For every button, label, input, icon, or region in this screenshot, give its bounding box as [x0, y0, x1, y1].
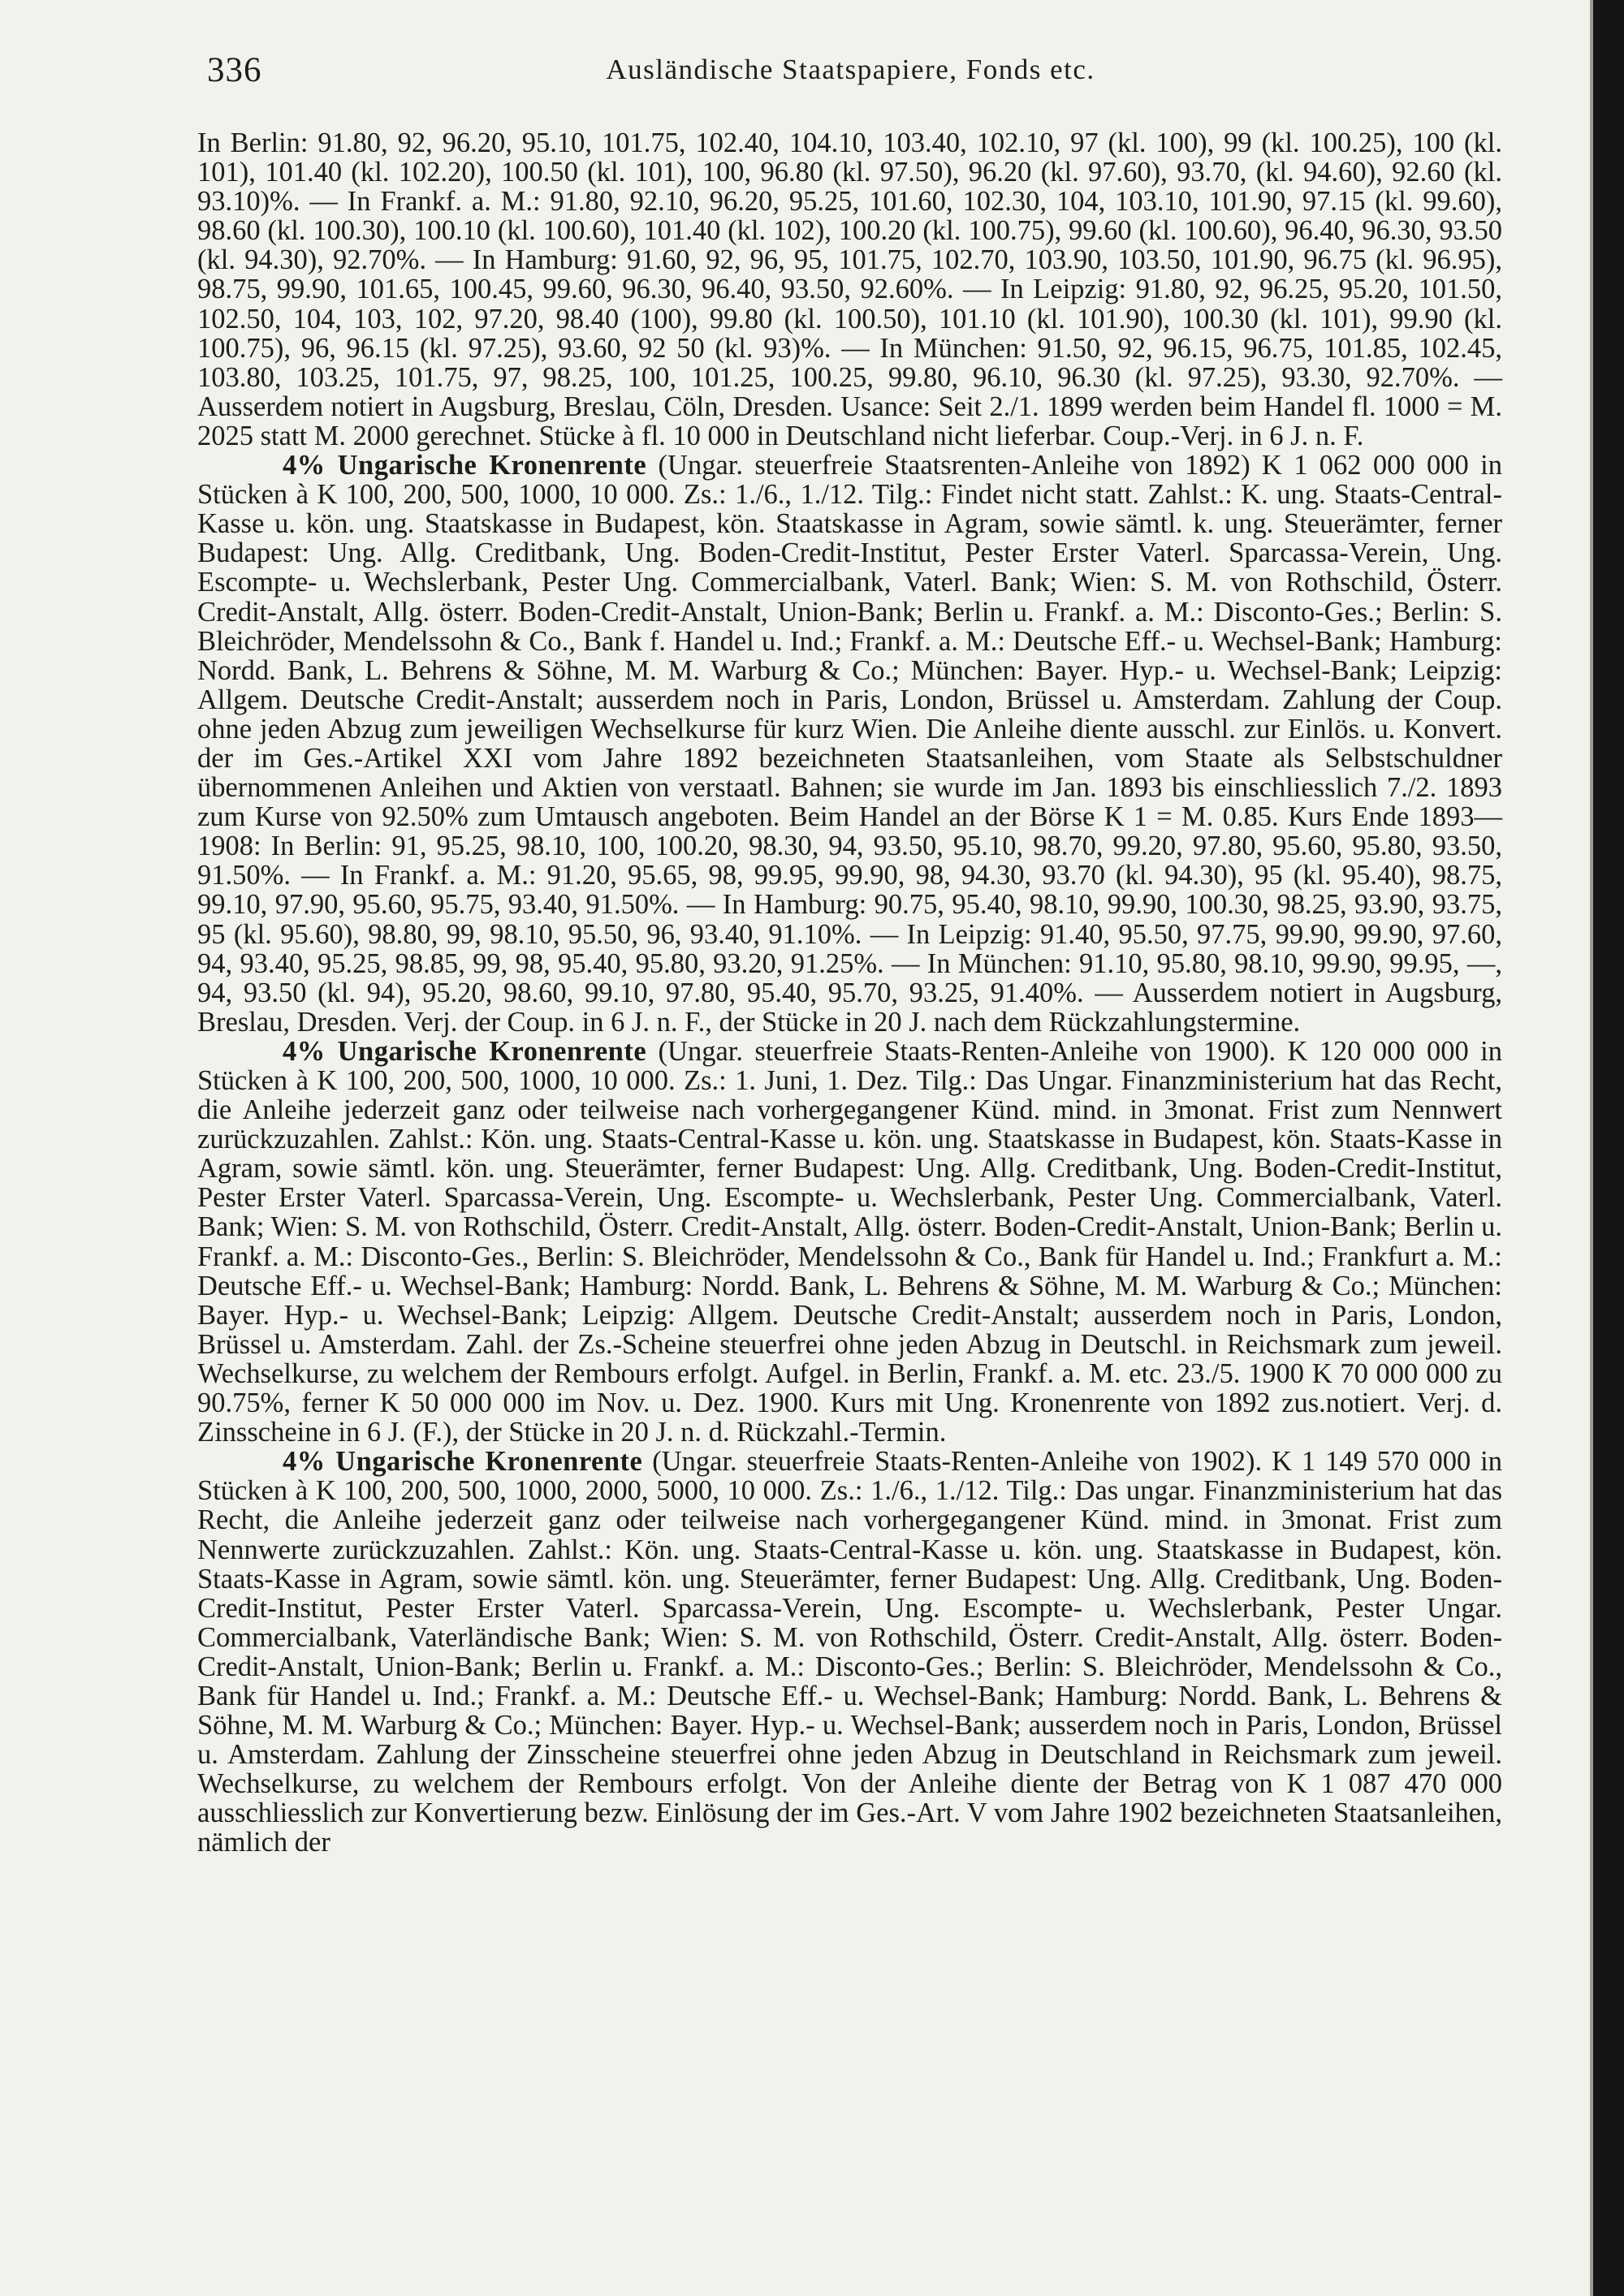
running-title: Ausländische Staatspapiere, Fonds etc. — [606, 54, 1095, 85]
page-number: 336 — [207, 51, 262, 89]
page-edge — [1593, 0, 1624, 2296]
entry-title: 4% Ungarische Kronenrente — [283, 450, 647, 481]
entry-kronenrente-1892 — [197, 451, 1502, 1037]
entry-title: 4% Ungarische Kronenrente — [283, 1035, 647, 1067]
entry-kronenrente-1900 — [197, 1037, 1502, 1447]
entry-kronenrente-1902 — [197, 1447, 1502, 1857]
entry-text: (Ungar. steuerfreie Staatsrenten-Anleihe von 1892) K 1 062 000 000 in Stücken à K 100, 200, 500, 1000, 10 000. Zs.: 1./6., 1./12. Tilg.: Findet nicht statt. Zahlst.: K. ung. Staats-Central-Kasse u. kön. ung. Staatskasse in Budapest, kön. Staatskasse in Agram, sowie sämtl. k. ung. Steuerämter, ferner Budapest: Ung. Allg. Creditbank, Ung. Boden-Credit-Institut, Pester Erster Vaterl. Sparcassa-Verein, Ung. Escompte- u. Wechslerbank, Pester Ung. Commercialbank, Vaterl. Bank; Wien: S. M. von Rothschild, Österr. Credit-Anstalt, Allg. österr. Boden-Credit-Anstalt, Union-Bank; Berlin u. Frankf. a. M.: Disconto-Ges.; Berlin: S. Bleichröder, Mendelssohn & Co., Bank f. Handel u. Ind.; Frankf. a. M.: Deutsche Eff.- u. Wechsel-Bank; Hamburg: Nordd. Bank, L. Behrens & Söhne, M. M. Warburg & Co.; München: Bayer. Hyp.- u. Wechsel-Bank; Leipzig: Allgem. Deutsche Credit-Anstalt; ausserdem noch in Paris, London, Brüssel u. Amsterdam. Zahlung der Coup. ohne jeden Abzug zum jeweiligen Wechselkurse für kurz Wien. Die Anleihe diente ausschl. zur Einlös. u. Konvert. der im Ges.-Artikel XXI vom Jahre 1892 bezeichneten Staatsanleihen, vom Staate als Selbstschuldner übernommenen Anleihen und Aktien von verstaatl. Bahnen; sie wurde im Jan. 1893 bis einschliesslich 7./2. 1893 zum Kurse von 92.50% zum Umtausch angeboten. Beim Handel an der Börse K 1 = M. 0.85. Kurs Ende 1893—1908: In Berlin: 91, 95.25, 98.10, 100, 100.20, 98.30, 94, 93.50, 95.10, 98.70, 99.20, 97.80, 95.60, 95.80, 93.50, 91.50%. — In Frankf. a. M.: 91.20, 95.65, 98, 99.95, 99.90, 98, 94.30, 93.70 (kl. 94.30), 95 (kl. 95.40), 98.75, 99.10, 97.90, 95.60, 95.75, 93.40, 91.50%. — In Hamburg: 90.75, 95.40, 98.10, 99.90, 100.30, 98.25, 93.90, 93.75, 95 (kl. 95.60), 98.80, 99, 98.10, 95.50, 96, 93.40, 91.10%. — In Leipzig: 91.40, 95.50, 97.75, 99.90, 99.90, 97.60, 94, 93.40, 95.25, 98.85, 99, 98, 95.40, 95.80, 93.20, 91.25%. — In München: 91.10, 95.80, 98.10, 99.90, 99.95, —, 94, 93.50 (kl. 94), 95.20, 98.60, 99.10, 97.80, 95.40, 95.70, 93.25, 91.40%. — Ausserdem notiert in Augsburg, Breslau, Dresden. Verj. der Coup. in 6 J. n. F., der Stücke in 20 J. nach dem Rückzahlungstermine. — [197, 450, 1502, 1038]
entry-text: (Ungar. steuerfreie Staats-Renten-Anleihe von 1900). K 120 000 000 in Stücken à K 100, 200, 500, 1000, 10 000. Zs.: 1. Juni, 1. Dez. Tilg.: Das Ungar. Finanzministerium hat das Recht, die Anleihe jederzeit ganz oder teilweise nach vorhergegangener Künd. mind. in 3monat. Frist zum Nennwert zurückzuzahlen. Zahlst.: Kön. ung. Staats-Central-Kasse u. kön. ung. Staatskasse in Budapest, kön. Staats-Kasse in Agram, sowie sämtl. kön. ung. Steuerämter, ferner Budapest: Ung. Allg. Creditbank, Ung. Boden-Credit-Institut, Pester Erster Vaterl. Sparcassa-Verein, Ung. Escompte- u. Wechslerbank, Pester Ung. Commercialbank, Vaterl. Bank; Wien: S. M. von Rothschild, Österr. Credit-Anstalt, Allg. österr. Boden-Credit-Anstalt, Union-Bank; Berlin u. Frankf. a. M.: Disconto-Ges., Berlin: S. Bleichröder, Mendelssohn & Co., Bank für Handel u. Ind.; Frankfurt a. M.: Deutsche Eff.- u. Wechsel-Bank; Hamburg: Nordd. Bank, L. Behrens & Söhne, M. M. Warburg & Co.; München: Bayer. Hyp.- u. Wechsel-Bank; Leipzig: Allgem. Deutsche Credit-Anstalt; ausserdem noch in Paris, London, Brüssel u. Amsterdam. Zahl. der Zs.-Scheine steuerfrei ohne jeden Abzug in Deutschl. in Reichsmark zum jeweil. Wechselkurse, zu welchem der Rembours erfolgt. Aufgel. in Berlin, Frankf. a. M. etc. 23./5. 1900 K 70 000 000 zu 90.75%, ferner K 50 000 000 im Nov. u. Dez. 1900. Kurs mit Ung. Kronenrente von 1892 zus.notiert. Verj. d. Zinsscheine in 6 J. (F.), der Stücke in 20 J. n. d. Rückzahl.-Termin. — [197, 1035, 1502, 1448]
entry-text: (Ungar. steuerfreie Staats-Renten-Anleihe von 1902). K 1 149 570 000 in Stücken à K 100, 200, 500, 1000, 2000, 5000, 10 000. Zs.: 1./6., 1./12. Tilg.: Das ungar. Finanzministerium hat das Recht, die Anleihe jederzeit ganz oder teilweise nach vorhergegangener Künd. mind. in 3monat. Frist zum Nennwerte zurückzuzahlen. Zahlst.: Kön. ung. Staats-Central-Kasse u. kön. ung. Staatskasse in Budapest, kön. Staats-Kasse in Agram, sowie sämtl. kön. ung. Steuerämter, ferner Budapest: Ung. Allg. Creditbank, Ung. Boden-Credit-Institut, Pester Erster Vaterl. Sparcassa-Verein, Ung. Escompte- u. Wechslerbank, Pester Ungar. Commercialbank, Vaterländische Bank; Wien: S. M. von Rothschild, Österr. Credit-Anstalt, Allg. österr. Boden-Credit-Anstalt, Union-Bank; Berlin u. Frankf. a. M.: Disconto-Ges.; Berlin: S. Bleichröder, Mendelssohn & Co., Bank für Handel u. Ind.; Frankf. a. M.: Deutsche Eff.- u. Wechsel-Bank; Hamburg: Nordd. Bank, L. Behrens & Söhne, M. M. Warburg & Co.; München: Bayer. Hyp.- u. Wechsel-Bank; ausserdem noch in Paris, London, Brüssel u. Amsterdam. Zahlung der Zinsscheine steuerfrei ohne jeden Abzug in Deutschland in Reichsmark zum jeweil. Wechselkurse, zu welchem der Rembours erfolgt. Von der Anleihe diente der Betrag von K 1 087 470 000 ausschliesslich zur Konvertierung bezw. Einlösung der im Ges.-Art. V vom Jahre 1902 bezeichneten Staatsanleihen, nämlich der — [197, 1446, 1502, 1858]
page-header — [199, 50, 1502, 91]
entry-title: 4% Ungarische Kronenrente — [283, 1446, 643, 1478]
page-body — [197, 128, 1502, 1858]
paragraph-text: In Berlin: 91.80, 92, 96.20, 95.10, 101.75, 102.40, 104.10, 103.40, 102.10, 97 (kl. 100), 99 (kl. 100.25), 100 (kl. 101), 101.40 (kl. 102.20), 100.50 (kl. 101), 100, 96.80 (kl. 97.50), 96.20 (kl. 97.60), 93.70, (kl. 94.60), 92.60 (kl. 93.10)%. — In Frankf. a. M.: 91.80, 92.10, 96.20, 95.25, 101.60, 102.30, 104, 103.10, 101.90, 97.15 (kl. 99.60), 98.60 (kl. 100.30), 100.10 (kl. 100.60), 101.40 (kl. 102), 100.20 (kl. 100.75), 99.60 (kl. 100.60), 96.40, 96.30, 93.50 (kl. 94.30), 92.70%. — In Hamburg: 91.60, 92, 96, 95, 101.75, 102.70, 103.90, 103.50, 101.90, 96.75 (kl. 96.95), 98.75, 99.90, 101.65, 100.45, 99.60, 96.30, 96.40, 93.50, 92.60%. — In Leipzig: 91.80, 92, 96.25, 95.20, 101.50, 102.50, 104, 103, 102, 97.20, 98.40 (100), 99.80 (kl. 100.50), 101.10 (kl. 101.90), 100.30 (kl. 101), 99.90 (kl. 100.75), 96, 96.15 (kl. 97.25), 93.60, 92 50 (kl. 93)%. — In München: 91.50, 92, 96.15, 96.75, 101.85, 102.45, 103.80, 103.25, 101.75, 97, 98.25, 100, 101.25, 100.25, 99.80, 96.10, 96.30 (kl. 97.25), 93.30, 92.70%. — Ausserdem notiert in Augsburg, Breslau, Cöln, Dresden. Usance: Seit 2./1. 1899 werden beim Handel fl. 1000 = M. 2025 statt M. 2000 gerechnet. Stücke à fl. 10 000 in Deutschland nicht lieferbar. Coup.-Verj. in 6 J. n. F. — [197, 127, 1502, 451]
paragraph-kurse-1892 — [197, 128, 1502, 451]
